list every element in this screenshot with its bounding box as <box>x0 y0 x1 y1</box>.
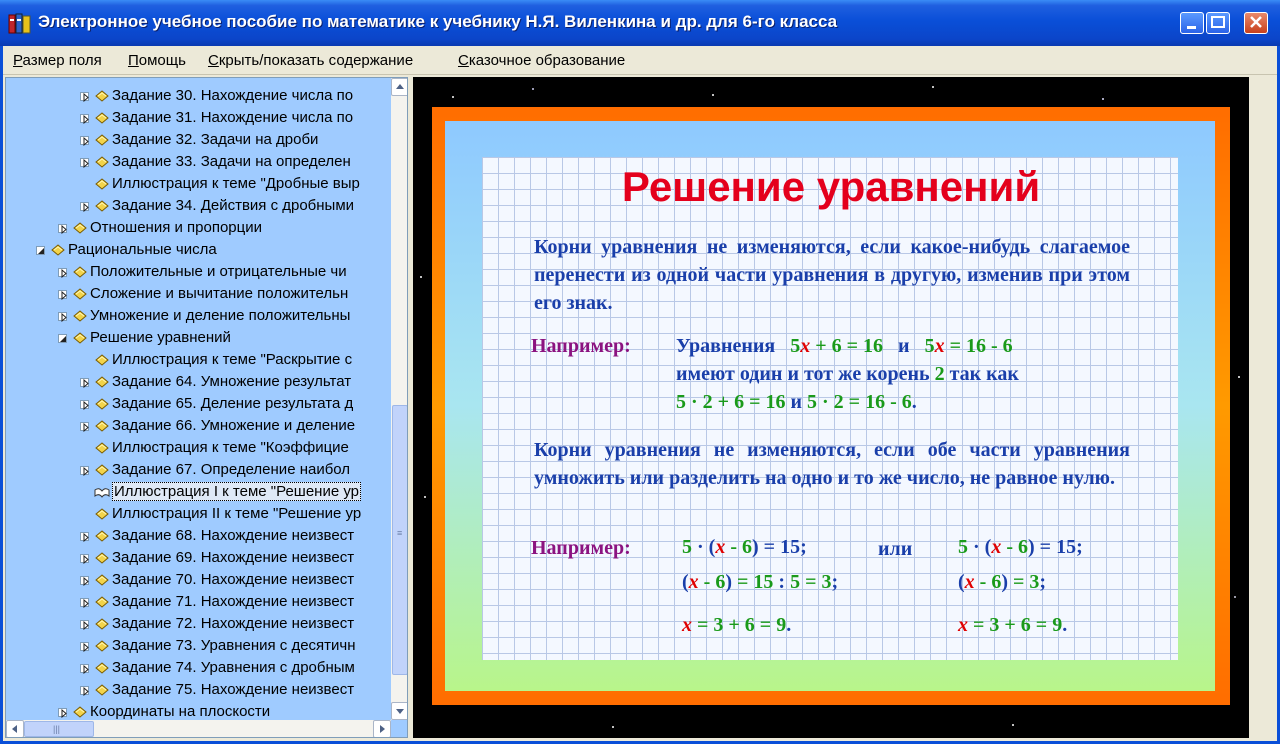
tree-item[interactable] <box>6 372 391 394</box>
scroll-right-button[interactable] <box>373 720 391 738</box>
tree-item[interactable] <box>6 570 391 592</box>
tree-item-label: Иллюстрация II к теме "Решение ур <box>112 505 362 522</box>
tree-item[interactable] <box>6 438 391 460</box>
topic-diamond-icon <box>94 661 110 675</box>
books-app-icon[interactable] <box>8 11 32 35</box>
tree-item-label: Координаты на плоскости <box>90 703 271 720</box>
tree-item-label: Рациональные числа <box>68 241 217 258</box>
tree-item[interactable] <box>6 240 391 262</box>
expand-icon[interactable] <box>80 400 89 409</box>
tree-item-label: Иллюстрация к теме "Раскрытие с <box>112 351 353 368</box>
tree-item-label: Задание 34. Действия с дробными <box>112 197 355 214</box>
topic-diamond-icon <box>94 595 110 609</box>
horizontal-scroll-thumb[interactable]: ||| <box>24 721 94 737</box>
expand-icon[interactable] <box>80 92 89 101</box>
collapse-icon[interactable] <box>58 334 67 343</box>
maximize-icon <box>1212 17 1224 27</box>
topic-diamond-icon <box>72 221 88 235</box>
tree-item[interactable] <box>6 130 391 152</box>
tree-item[interactable] <box>6 196 391 218</box>
topic-diamond-icon <box>94 177 110 191</box>
topic-diamond-icon <box>94 617 110 631</box>
tree-item[interactable] <box>6 614 391 636</box>
tree-item[interactable] <box>6 680 391 702</box>
example-2-right-line-1: 5 · (x - 6) = 15; <box>958 536 1083 558</box>
example-2-left-line-3: x = 3 + 6 = 9. <box>682 614 792 636</box>
example-1-line-1: Уравнения 5x + 6 = 16 и 5x = 16 - 6 <box>676 335 1013 357</box>
topic-diamond-icon <box>72 309 88 323</box>
rule-1-text: Корни уравнения не изменяются, если какое-нибудь слагаемое перенести из одной части уравнения в другую, изменив при этом его знак. <box>534 236 1130 314</box>
topic-diamond-icon <box>94 441 110 455</box>
topic-diamond-icon <box>94 551 110 565</box>
example-label-1: Например: <box>531 335 631 357</box>
expand-icon[interactable] <box>80 554 89 563</box>
expand-icon[interactable] <box>80 642 89 651</box>
tree-item[interactable] <box>6 284 391 306</box>
topic-diamond-icon <box>94 683 110 697</box>
topic-diamond-icon <box>94 111 110 125</box>
maximize-button[interactable] <box>1206 12 1230 34</box>
tree-item-label: Задание 69. Нахождение неизвест <box>112 549 355 566</box>
expand-icon[interactable] <box>80 466 89 475</box>
tree-item-label: Задание 72. Нахождение неизвест <box>112 615 355 632</box>
tree-item-label: Задание 73. Уравнения с десятичн <box>112 637 356 654</box>
menu-toggle-contents[interactable]: Скрыть/показать содержание <box>208 52 414 69</box>
slide-title: Решение уравнений <box>621 163 1041 210</box>
example-2-right-line-3: x = 3 + 6 = 9. <box>958 614 1068 636</box>
topic-diamond-icon <box>94 419 110 433</box>
tree-item[interactable] <box>6 328 391 350</box>
content-area <box>413 77 1249 738</box>
topic-diamond-icon <box>50 243 66 257</box>
tree-item-label: Иллюстрация к теме "Коэффицие <box>112 439 349 456</box>
tree-item[interactable] <box>6 350 391 372</box>
tree-item-label: Задание 67. Определение наибол <box>112 461 351 478</box>
expand-icon[interactable] <box>80 686 89 695</box>
tree-item[interactable] <box>6 174 391 196</box>
expand-icon[interactable] <box>58 290 67 299</box>
expand-icon[interactable] <box>80 620 89 629</box>
menu-field-size[interactable]: Размер поля <box>13 52 102 69</box>
topic-diamond-icon <box>94 573 110 587</box>
topic-diamond-icon <box>72 265 88 279</box>
tree-item[interactable] <box>6 306 391 328</box>
tree-item-label: Иллюстрация I к теме "Решение ур <box>114 483 360 500</box>
window-border-left <box>0 46 3 744</box>
right-panel-edge <box>1249 77 1274 738</box>
rule-2-text: Корни уравнения не изменяются, если обе части уравнения умножить или разделить на одно и то же число, не равное нулю. <box>534 439 1130 489</box>
tree-item[interactable] <box>6 636 391 658</box>
close-button[interactable] <box>1244 12 1268 34</box>
example-2-right-line-2: (x - 6) = 3; <box>958 571 1047 593</box>
arrow-right-icon <box>380 725 385 733</box>
topic-diamond-icon <box>94 397 110 411</box>
tree-item[interactable] <box>6 262 391 284</box>
topic-diamond-icon <box>94 639 110 653</box>
tree-vertical-scrollbar[interactable] <box>391 78 408 720</box>
expand-icon[interactable] <box>80 136 89 145</box>
title-bar <box>0 0 1280 46</box>
scroll-up-button[interactable] <box>391 78 408 96</box>
tree-item[interactable] <box>6 504 391 526</box>
example-1-line-3: 5 · 2 + 6 = 16 и 5 · 2 = 16 - 6. <box>676 391 917 413</box>
topic-diamond-icon <box>94 133 110 147</box>
tree-item-label: Задание 64. Умножение результат <box>112 373 352 390</box>
tree-item-label: Задание 32. Задачи на дроби <box>112 131 319 148</box>
tree-item-label: Задание 30. Нахождение числа по <box>112 87 354 104</box>
tree-item[interactable] <box>6 416 391 438</box>
scroll-left-button[interactable] <box>6 720 24 738</box>
expand-icon[interactable] <box>58 708 67 717</box>
tree-item[interactable] <box>6 526 391 548</box>
expand-icon[interactable] <box>80 422 89 431</box>
tree-item-label: Задание 75. Нахождение неизвест <box>112 681 355 698</box>
tree-item[interactable] <box>6 152 391 174</box>
tree-item[interactable] <box>6 460 391 482</box>
tree-item-label: Задание 65. Деление результата д <box>112 395 354 412</box>
expand-icon[interactable] <box>58 312 67 321</box>
topic-diamond-icon <box>72 331 88 345</box>
tree-item-label: Иллюстрация к теме "Дробные выр <box>112 175 360 192</box>
contents-tree[interactable] <box>5 77 408 738</box>
tree-item-label: Задание 68. Нахождение неизвест <box>112 527 355 544</box>
tree-item-label: Положительные и отрицательные чи <box>90 263 347 280</box>
expand-icon[interactable] <box>80 576 89 585</box>
window-title: Электронное учебное пособие по математике к учебнику Н.Я. Виленкина и др. для 6-го класса <box>38 12 838 31</box>
arrow-up-icon <box>396 84 404 89</box>
topic-diamond-icon <box>94 529 110 543</box>
expand-icon[interactable] <box>80 158 89 167</box>
tree-item-label: Сложение и вычитание положительн <box>90 285 349 302</box>
tree-item-label: Отношения и пропорции <box>90 219 263 236</box>
tree-item[interactable] <box>6 658 391 680</box>
tree-item-label: Задание 31. Нахождение числа по <box>112 109 354 126</box>
topic-diamond-icon <box>94 463 110 477</box>
expand-icon[interactable] <box>80 664 89 673</box>
open-book-icon <box>94 485 110 499</box>
minimize-button[interactable] <box>1180 12 1204 34</box>
topic-diamond-icon <box>94 89 110 103</box>
expand-icon[interactable] <box>58 268 67 277</box>
example-2-or: или <box>878 538 913 560</box>
tree-item-label: Задание 71. Нахождение неизвест <box>112 593 355 610</box>
tree-item[interactable] <box>6 394 391 416</box>
tree-item-label: Умножение и деление положительны <box>90 307 351 324</box>
tree-item-label: Задание 70. Нахождение неизвест <box>112 571 355 588</box>
expand-icon[interactable] <box>80 114 89 123</box>
example-2-left-line-2: (x - 6) = 15 : 5 = 3; <box>682 571 839 593</box>
minimize-icon <box>1187 26 1196 29</box>
tree-item[interactable] <box>6 592 391 614</box>
scroll-down-button[interactable] <box>391 702 408 720</box>
tree-item-label: Задание 33. Задачи на определен <box>112 153 351 170</box>
example-label-2: Например: <box>531 537 631 559</box>
tree-item[interactable] <box>6 482 391 504</box>
menu-fairy-education[interactable]: Сказочное образование <box>458 52 626 69</box>
example-1-line-2: имеют один и тот же корень 2 так как <box>676 363 1019 385</box>
topic-diamond-icon <box>94 375 110 389</box>
scroll-thumb[interactable]: ≡ <box>392 405 408 675</box>
tree-item[interactable] <box>6 86 391 108</box>
arrow-down-icon <box>396 709 404 714</box>
topic-diamond-icon <box>72 705 88 719</box>
tree-item[interactable] <box>6 218 391 240</box>
tree-item[interactable] <box>6 548 391 570</box>
arrow-left-icon <box>12 725 17 733</box>
tree-item-label: Решение уравнений <box>90 329 231 346</box>
topic-diamond-icon <box>72 287 88 301</box>
topic-diamond-icon <box>94 155 110 169</box>
tree-item[interactable] <box>6 108 391 130</box>
expand-icon[interactable] <box>80 598 89 607</box>
tree-horizontal-scrollbar[interactable] <box>6 720 391 738</box>
expand-icon[interactable] <box>80 378 89 387</box>
menu-bar <box>0 46 1280 75</box>
example-2-left-line-1: 5 · (x - 6) = 15; <box>682 536 807 558</box>
topic-diamond-icon <box>94 199 110 213</box>
expand-icon[interactable] <box>80 532 89 541</box>
expand-icon[interactable] <box>58 224 67 233</box>
collapse-icon[interactable] <box>36 246 45 255</box>
menu-help[interactable]: Помощь <box>128 52 186 69</box>
tree-item-label: Задание 74. Уравнения с дробным <box>112 659 355 676</box>
expand-icon[interactable] <box>80 202 89 211</box>
close-icon <box>1251 17 1261 27</box>
topic-diamond-icon <box>94 353 110 367</box>
topic-diamond-icon <box>94 507 110 521</box>
tree-item-label: Задание 66. Умножение и деление <box>112 417 356 434</box>
